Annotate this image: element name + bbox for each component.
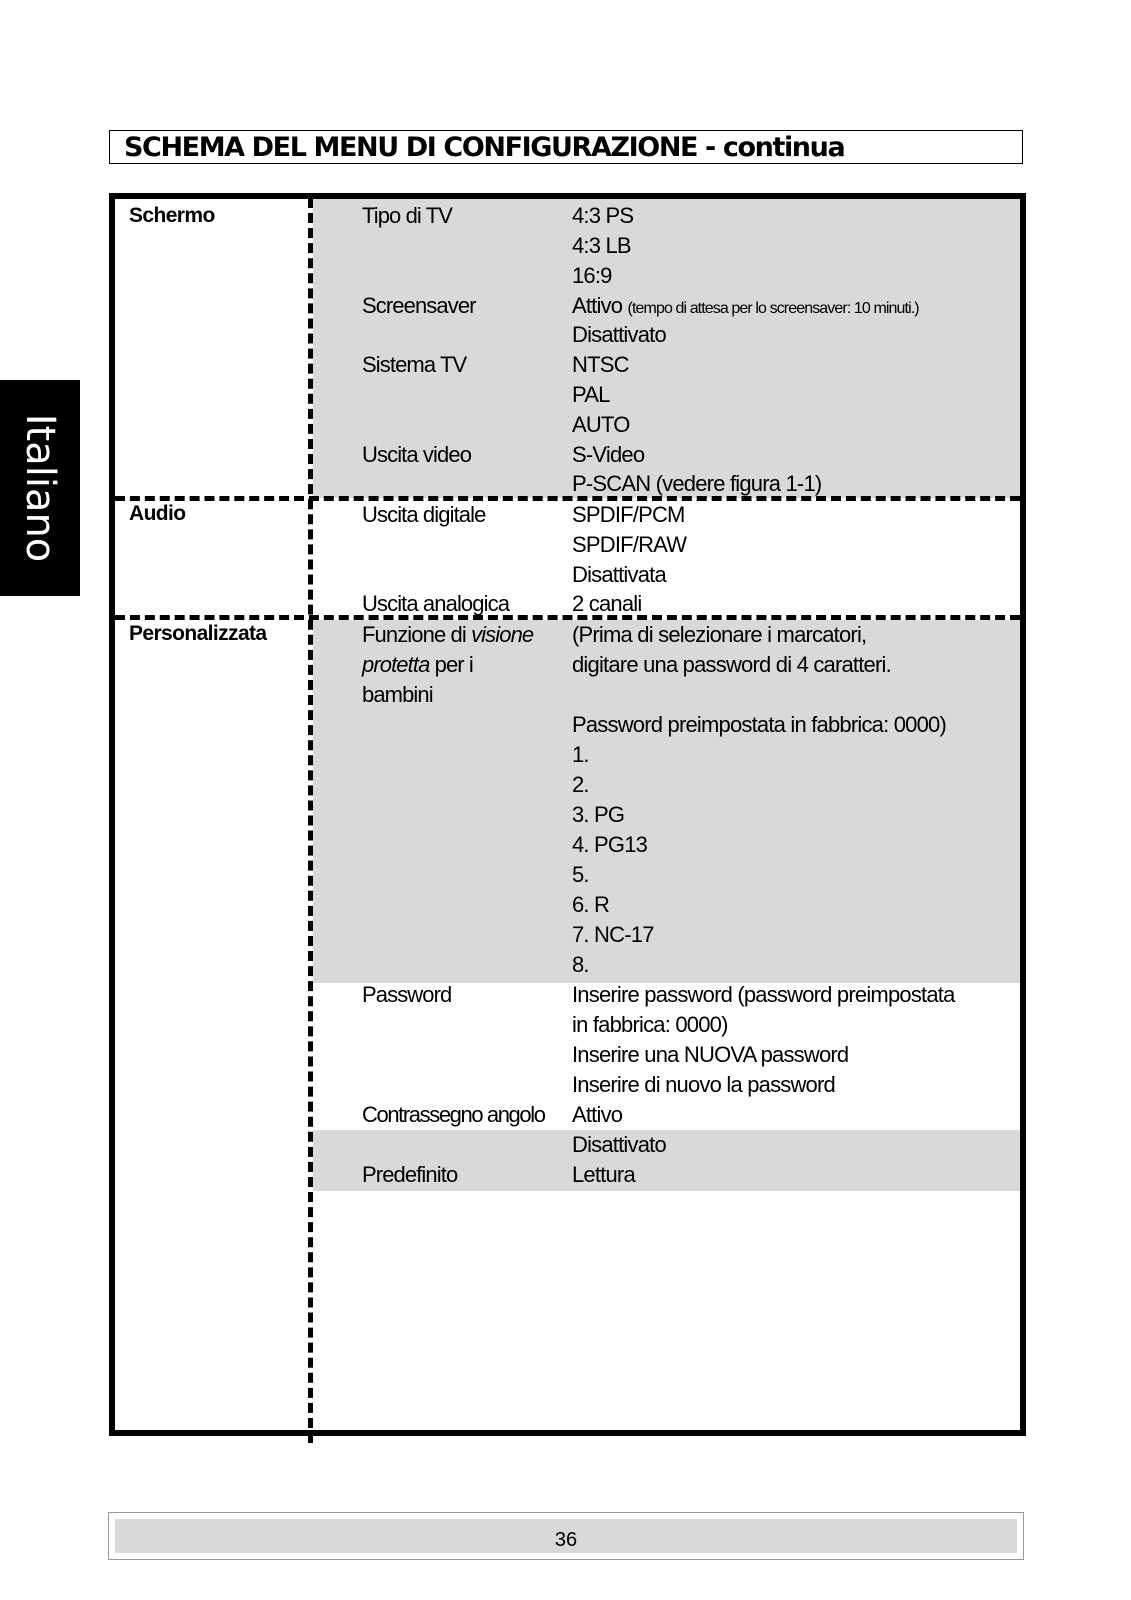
rating-6: 6. R bbox=[572, 892, 610, 917]
page-number: 36 bbox=[554, 1529, 578, 1551]
section-divider-personalizzata bbox=[115, 615, 1020, 620]
page-title-box bbox=[109, 130, 1023, 164]
option-uscita-digitale-3: Disattivata bbox=[572, 562, 666, 587]
setting-uscita-analogica: Uscita analogica bbox=[362, 591, 510, 616]
column-divider bbox=[308, 198, 313, 1443]
password-line-1: Inserire password (password preimpostata bbox=[572, 982, 955, 1007]
setting-visione-protetta-line1 bbox=[362, 622, 533, 648]
language-side-tab-label: Italiano bbox=[17, 413, 63, 563]
option-uscita-digitale-2: SPDIF/RAW bbox=[572, 532, 687, 557]
setting-uscita-video: Uscita video bbox=[362, 442, 472, 467]
page-footer-bar bbox=[113, 1517, 1019, 1555]
option-uscita-video-1: S-Video bbox=[572, 442, 645, 467]
page-title: SCHEMA DEL MENU DI CONFIGURAZIONE - continua bbox=[124, 132, 845, 163]
rating-7: 7. NC-17 bbox=[572, 922, 654, 947]
visione-protetta-label-italic2: protetta bbox=[362, 652, 430, 677]
option-screensaver-attivo bbox=[572, 293, 919, 319]
option-predefinito-1: Lettura bbox=[572, 1162, 635, 1187]
option-uscita-analogica-1: 2 canali bbox=[572, 591, 642, 616]
category-personalizzata: Personalizzata bbox=[129, 622, 267, 645]
setting-predefinito: Predefinito bbox=[362, 1162, 458, 1187]
category-audio: Audio bbox=[129, 502, 186, 525]
option-angolo-2: Disattivato bbox=[572, 1132, 666, 1157]
password-line-4: Inserire di nuovo la password bbox=[572, 1072, 835, 1097]
option-angolo-1: Attivo bbox=[572, 1102, 623, 1127]
setting-password: Password bbox=[362, 982, 452, 1007]
option-sistema-tv-1: NTSC bbox=[572, 352, 629, 377]
setting-visione-protetta-line2 bbox=[362, 652, 473, 678]
rating-2: 2. bbox=[572, 772, 589, 797]
visione-protetta-note-1: (Prima di selezionare i marcatori, bbox=[572, 622, 867, 647]
page-footer bbox=[108, 1512, 1024, 1560]
screensaver-note: (tempo di attesa per lo screensaver: 10 minuti.) bbox=[627, 300, 919, 317]
visione-protetta-note-3: Password preimpostata in fabbrica: 0000) bbox=[572, 712, 946, 737]
option-uscita-digitale-1: SPDIF/PCM bbox=[572, 502, 685, 527]
option-sistema-tv-3: AUTO bbox=[572, 412, 630, 437]
option-uscita-video-2: P-SCAN (vedere figura 1-1) bbox=[572, 471, 822, 496]
visione-protetta-note-2: digitare una password di 4 caratteri. bbox=[572, 652, 891, 677]
option-screensaver-disattivato: Disattivato bbox=[572, 322, 666, 347]
visione-protetta-label-part1: Funzione di bbox=[362, 622, 472, 647]
setting-screensaver: Screensaver bbox=[362, 293, 476, 318]
visione-protetta-label-part2: per i bbox=[429, 652, 473, 677]
visione-protetta-label-italic1: visione bbox=[471, 622, 534, 647]
setting-tipo-tv: Tipo di TV bbox=[362, 203, 453, 228]
rating-8: 8. bbox=[572, 952, 589, 977]
section-divider-audio bbox=[115, 496, 1020, 501]
rating-1: 1. bbox=[572, 742, 589, 767]
rating-4: 4. PG13 bbox=[572, 832, 648, 857]
setting-sistema-tv: Sistema TV bbox=[362, 352, 467, 377]
option-tipo-tv-2: 4:3 LB bbox=[572, 233, 631, 258]
option-sistema-tv-2: PAL bbox=[572, 382, 610, 407]
option-screensaver-attivo-label: Attivo bbox=[572, 293, 623, 318]
password-line-2: in fabbrica: 0000) bbox=[572, 1012, 728, 1037]
setting-contrassegno-angolo: Contrassegno angolo bbox=[362, 1102, 545, 1127]
rating-5: 5. bbox=[572, 862, 589, 887]
category-schermo: Schermo bbox=[129, 204, 215, 227]
password-line-3: Inserire una NUOVA password bbox=[572, 1042, 849, 1067]
option-tipo-tv-1: 4:3 PS bbox=[572, 203, 634, 228]
rating-3: 3. PG bbox=[572, 802, 625, 827]
language-side-tab bbox=[0, 380, 80, 596]
setting-uscita-digitale: Uscita digitale bbox=[362, 502, 486, 527]
option-tipo-tv-3: 16:9 bbox=[572, 263, 612, 288]
setting-visione-protetta-line3: bambini bbox=[362, 682, 433, 707]
